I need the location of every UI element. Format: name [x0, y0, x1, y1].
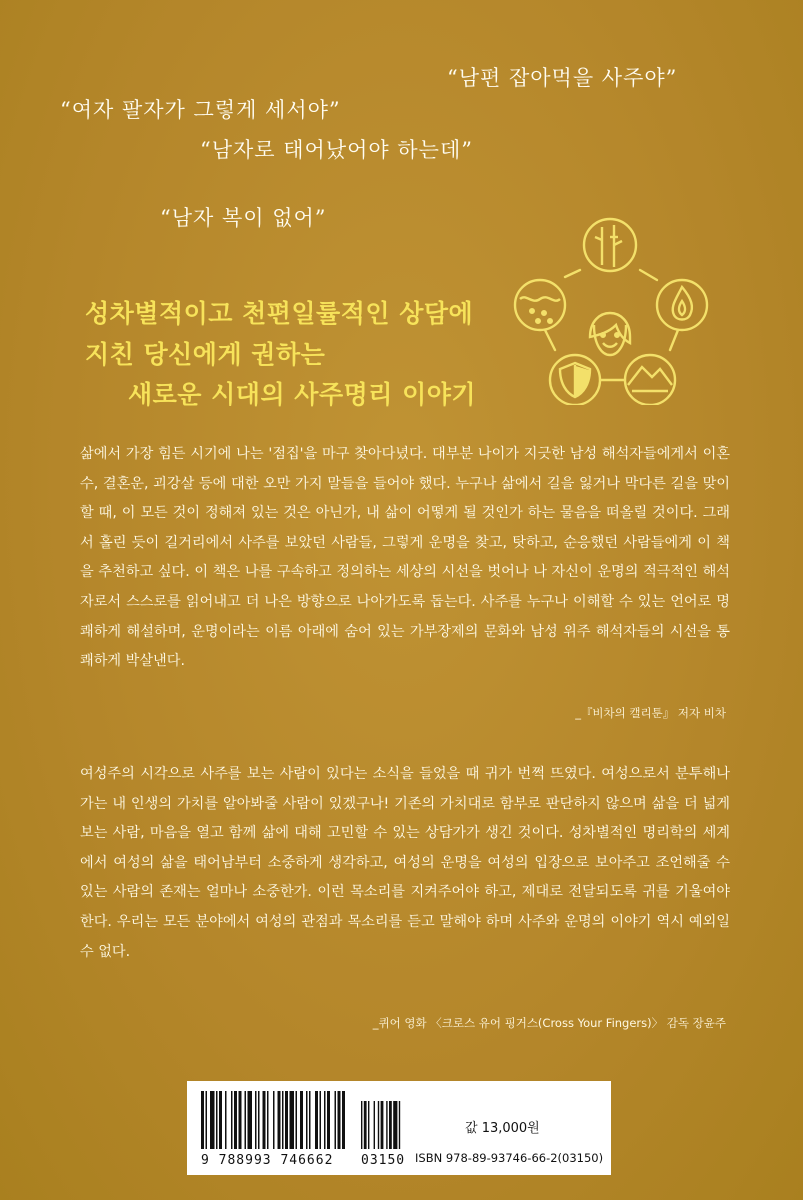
barcode-label [187, 1081, 611, 1175]
barcode-bar [225, 1091, 227, 1149]
headline-line-3: 새로운 시대의 사주명리 이야기 [128, 380, 477, 409]
barcode-bar [210, 1091, 215, 1149]
barcode-bar [282, 1091, 284, 1149]
connector-line [565, 270, 580, 277]
barcode-bar [273, 1091, 275, 1149]
barcode-bar [315, 1091, 318, 1149]
five-elements-diagram [510, 215, 710, 405]
quote-2: “여자 팔자가 그렇게 세서야” [60, 98, 341, 122]
barcode-bar [324, 1091, 326, 1149]
barcode-bar [201, 1091, 204, 1149]
review-paragraph-2: 여성주의 시각으로 사주를 보는 사람이 있다는 소식을 들었을 때 귀가 번쩍 뜨였다. 여성으로서 분투해나가는 내 인생의 가치를 알아봐줄 사람이 있겠구나! 기존의 가치대로 함부로 판단하지 않으며 삶을 더 넓게 보는 사람, 마음을 열고 함께 삶에 대해 고민할 수 있는 상담가가 생긴 것이다. 성차별적인 명리학의 세계에서 여성의 삶을 태어남부터 소중하게 생각하고, 여성의 운명을 여성의 입장으로 보아주고 조언해줄 수 있는 사람의 존재는 얼마나 소중한가. 이런 목소리를 지켜주어야 하고, 제대로 전달되도록 귀를 기울여야 한다. 우리는 모든 분야에서 여성의 관점과 목소리를 듣고 말해야 하며 사주와 운명의 이야기 역시 예외일 수 없다. [80, 766, 730, 960]
barcode-bar [234, 1091, 237, 1149]
barcode-addon-digits: 03150 [361, 1153, 406, 1168]
barcode-bar [320, 1091, 322, 1149]
barcode-bar [255, 1091, 257, 1149]
barcode-bar [231, 1091, 233, 1149]
water-icon [515, 280, 565, 330]
barcode-bar [300, 1091, 303, 1149]
bamboo-icon [584, 219, 636, 271]
connector-line [640, 270, 657, 280]
price: 값 13,000원 [465, 1121, 540, 1136]
barcode-bar [335, 1091, 337, 1149]
quote-1: “남편 잡아먹을 사주야” [447, 66, 678, 90]
barcode-bar [327, 1091, 330, 1149]
addon-barcode-bar [374, 1101, 375, 1149]
addon-barcode-bar [378, 1101, 379, 1149]
headline-line-1: 성차별적이고 천편일률적인 상담에 [85, 299, 474, 328]
barcode-bar [309, 1091, 311, 1149]
review-attribution-2: _퀴어 영화 〈크로스 유어 핑거스(Cross Your Fingers)〉 감독 장윤주 [372, 1016, 726, 1030]
barcode-bar [258, 1091, 260, 1149]
barcode-bar [263, 1091, 266, 1149]
addon-barcode-bar [386, 1101, 387, 1149]
barcode-bar [296, 1091, 298, 1149]
barcode-bar [267, 1091, 269, 1149]
addon-barcode-bar [399, 1101, 400, 1149]
addon-barcode-bar [381, 1101, 384, 1149]
barcode-bar [342, 1091, 345, 1149]
barcode-bar [239, 1091, 242, 1149]
mountain-icon [625, 355, 675, 405]
barcode-bar [306, 1091, 308, 1149]
barcode-bar [278, 1091, 281, 1149]
barcode-bar [248, 1091, 253, 1149]
addon-barcode-bar [368, 1101, 369, 1149]
quote-3: “남자로 태어났어야 하는데” [200, 138, 473, 162]
addon-barcode-bar [361, 1101, 362, 1149]
quote-4: “남자 복이 없어” [160, 206, 327, 230]
review-paragraph-1: 삶에서 가장 힘든 시기에 나는 '점집'을 마구 찾아다녔다. 대부분 나이가 지긋한 남성 해석자들에게서 이혼수, 결혼운, 괴강살 등에 대한 오만 가지 말들을 들어야 했다. 누구나 삶에서 길을 잃거나 막다른 길을 맞이할 때, 이 모든 것이 정해져 있는 것은 아닌가, 내 삶이 어떻게 될 것인가 하는 물음을 떠올릴 것이다. 그래서 홀린 듯이 길거리에서 사주를 보았던 사람들, 그렇게 운명을 찾고, 탓하고, 순응했던 사람들에게 이 책을 추천하고 싶다. 이 책은 나를 구속하고 정의하는 세상의 시선을 벗어나 나 자신이 운명의 적극적인 해석자로서 스스로를 읽어내고 더 나은 방향으로 나아가도록 돕는다. 사주를 누구나 이해할 수 있는 언어로 명쾌하게 해설하며, 운명이라는 이름 아래에 숨어 있는 가부장제의 문화와 남성 위주 해석자들의 시선을 통쾌하게 박살낸다. [80, 446, 730, 670]
isbn-barcode [195, 1091, 405, 1153]
barcode-bar [285, 1091, 288, 1149]
review-attribution-1: _『비차의 캘리툰』 저자 비차 [575, 706, 726, 720]
fire-icon [657, 280, 707, 330]
shield-icon [550, 355, 600, 405]
addon-barcode-bar [389, 1101, 392, 1149]
isbn-number: ISBN 978-89-93746-66-2(03150) [415, 1151, 604, 1165]
headline-line-2: 지친 당신에게 권하는 [85, 340, 326, 369]
barcode-main-digits: 9 788993 746662 [201, 1153, 334, 1168]
barcode-bar [245, 1091, 247, 1149]
barcode-bar [338, 1091, 341, 1149]
connector-line [670, 330, 678, 350]
woman-face-icon [590, 313, 630, 355]
barcode-bar [290, 1091, 295, 1149]
barcode-bar [216, 1091, 218, 1149]
addon-barcode-bar [393, 1101, 397, 1149]
barcode-bar [206, 1091, 208, 1149]
addon-barcode-bar [364, 1101, 367, 1149]
barcode-bar [219, 1091, 222, 1149]
connector-line [545, 330, 555, 350]
